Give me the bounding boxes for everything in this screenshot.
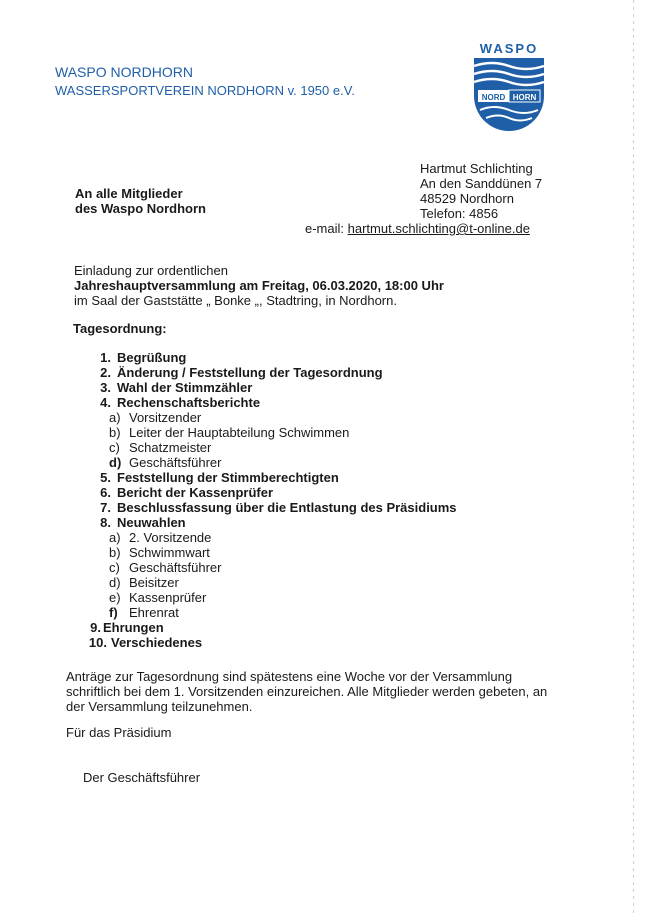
agenda-sublabel: Ehrenrat	[129, 605, 179, 620]
agenda-subitem	[87, 530, 457, 545]
signature-role: Der Geschäftsführer	[83, 770, 201, 785]
agenda-item	[87, 380, 457, 395]
invitation-line2: Jahreshauptversammlung am Freitag, 06.03.2020, 18:00 Uhr	[74, 278, 444, 293]
closing-for: Für das Präsidium	[66, 725, 172, 740]
org-full-name: WASSERSPORTVEREIN NORDHORN v. 1950 e.V.	[55, 83, 355, 98]
agenda-sublabel: Vorsitzender	[129, 410, 202, 425]
agenda-subnumber: e)	[109, 590, 121, 605]
agenda-item	[87, 515, 457, 530]
agenda-subnumber: a)	[109, 530, 121, 545]
agenda-item	[87, 500, 457, 515]
agenda-title: Tagesordnung:	[73, 321, 167, 336]
agenda-subitem	[87, 560, 457, 575]
agenda-label: Verschiedenes	[111, 635, 203, 650]
agenda-sublabel: Geschäftsführer	[129, 560, 222, 575]
email-link[interactable]: hartmut.schlichting@t-online.de	[347, 221, 530, 236]
agenda-number: 4.	[100, 395, 111, 410]
invitation-line1: Einladung zur ordentlichen	[74, 263, 228, 278]
agenda-number: 5.	[100, 470, 111, 485]
agenda-number: 10.	[88, 635, 107, 650]
agenda-subnumber: d)	[109, 455, 122, 470]
agenda-label: Bericht der Kassenprüfer	[117, 485, 274, 500]
sender-city: 48529 Nordhorn	[420, 191, 514, 206]
org-name: WASPO NORDHORN	[55, 64, 193, 80]
agenda-subnumber: f)	[109, 605, 118, 620]
agenda-subitem	[87, 410, 457, 425]
agenda-list	[87, 350, 457, 650]
agenda-subnumber: b)	[109, 425, 121, 440]
email-label: e-mail:	[305, 221, 345, 236]
agenda-label: Wahl der Stimmzähler	[117, 380, 253, 395]
agenda-sublabel: Schwimmwart	[129, 545, 210, 560]
agenda-sublabel: Leiter der Hauptabteilung Schwimmen	[129, 425, 350, 440]
agenda-subitem	[87, 575, 457, 590]
agenda-label: Beschlussfassung über die Entlastung des Präsidiums	[117, 500, 457, 515]
waspo-logo	[468, 40, 550, 132]
agenda-subnumber: c)	[109, 560, 120, 575]
agenda-label: Änderung / Feststellung der Tagesordnung	[117, 365, 383, 380]
sender-name: Hartmut Schlichting	[420, 161, 533, 176]
agenda-item	[87, 350, 457, 365]
agenda-number: 3.	[100, 380, 111, 395]
agenda-sublabel: Geschäftsführer	[129, 455, 222, 470]
agenda-number: 6.	[100, 485, 111, 500]
agenda-subitem	[87, 590, 457, 605]
agenda-item	[87, 635, 457, 650]
closing-paragraph: Anträge zur Tagesordnung sind spätestens eine Woche vor der Versammlung schriftlich bei dem 1. Vorsitzenden einzureichen. Alle Mitglieder werden gebeten, an der Versammlung teilzunehmen.	[66, 669, 548, 714]
invitation-line3: im Saal der Gaststätte „ Bonke „, Stadtring, in Nordhorn.	[74, 293, 397, 308]
agenda-label: Feststellung der Stimmberechtigten	[117, 470, 339, 485]
recipient-line2: des Waspo Nordhorn	[75, 201, 206, 216]
sender-street: An den Sanddünen 7	[420, 176, 543, 191]
agenda-label: Neuwahlen	[117, 515, 186, 530]
agenda-subitem	[87, 440, 457, 455]
agenda-label: Rechenschaftsberichte	[117, 395, 261, 410]
logo-horn: HORN	[512, 93, 537, 102]
agenda-subnumber: c)	[109, 440, 120, 455]
agenda-sublabel: Schatzmeister	[129, 440, 212, 455]
agenda-subnumber: a)	[109, 410, 121, 425]
agenda-number: 2.	[100, 365, 111, 380]
agenda-item	[87, 485, 457, 500]
agenda-subitem	[87, 455, 457, 470]
agenda-number: 9.	[90, 620, 101, 635]
logo-nord: NORD	[481, 93, 506, 102]
agenda-number: 8.	[100, 515, 111, 530]
scan-edge-line	[633, 0, 634, 916]
agenda-sublabel: Beisitzer	[129, 575, 179, 590]
agenda-subitem	[87, 545, 457, 560]
agenda-sublabel: Kassenprüfer	[129, 590, 207, 605]
agenda-subitem	[87, 605, 457, 620]
agenda-item	[87, 395, 457, 410]
agenda-label: Begrüßung	[117, 350, 187, 365]
agenda-number: 7.	[100, 500, 111, 515]
logo-top-text: WASPO	[479, 41, 539, 56]
agenda-subnumber: b)	[109, 545, 121, 560]
agenda-label: Ehrungen	[103, 620, 164, 635]
agenda-sublabel: 2. Vorsitzende	[129, 530, 212, 545]
sender-phone: Telefon: 4856	[420, 206, 499, 221]
agenda-subitem	[87, 425, 457, 440]
agenda-item	[87, 620, 457, 635]
agenda-item	[87, 470, 457, 485]
sender-email-line	[305, 221, 530, 236]
agenda-item	[87, 365, 457, 380]
agenda-subnumber: d)	[109, 575, 121, 590]
agenda-number: 1.	[100, 350, 111, 365]
recipient-line1: An alle Mitglieder	[75, 186, 183, 201]
